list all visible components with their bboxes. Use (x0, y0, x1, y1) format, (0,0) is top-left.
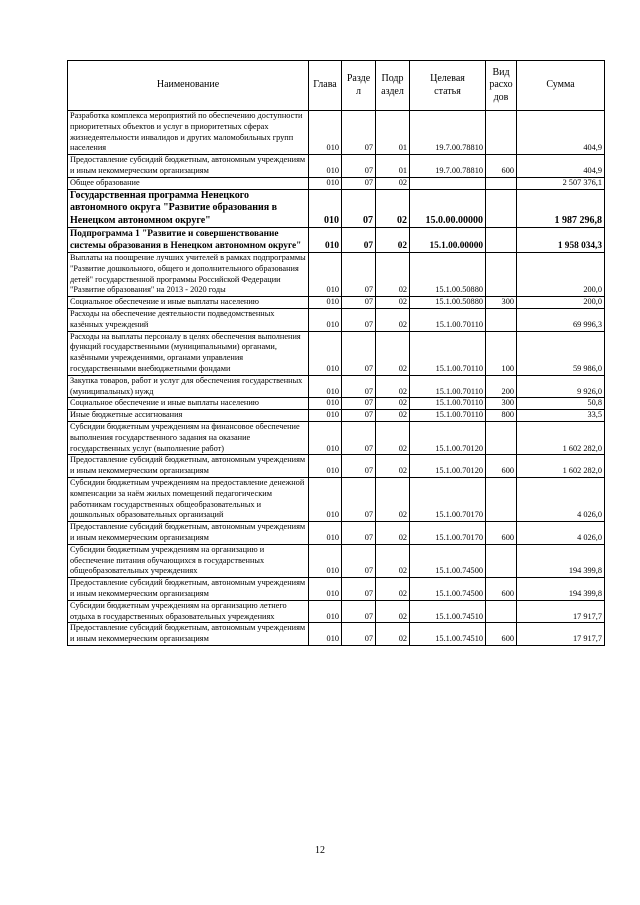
cell-razdel: 07 (342, 600, 376, 623)
cell-summa: 69 996,3 (517, 309, 605, 332)
cell-name: Предоставление субсидий бюджетным, автономным учреждениям и иным некоммерческим организациям (68, 522, 309, 545)
cell-summa: 404,9 (517, 155, 605, 178)
cell-glava: 010 (309, 478, 342, 522)
cell-glava: 010 (309, 228, 342, 253)
cell-podrazdel: 01 (376, 155, 410, 178)
cell-summa: 194 399,8 (517, 544, 605, 577)
cell-name: Подпрограмма 1 "Развитие и совершенствование системы образования в Ненецком автономном округе" (68, 228, 309, 253)
cell-razdel: 07 (342, 410, 376, 422)
cell-glava: 010 (309, 189, 342, 228)
cell-razdel: 07 (342, 375, 376, 398)
table-row (68, 111, 605, 155)
cell-vid (486, 253, 517, 297)
table-row (68, 309, 605, 332)
cell-podrazdel: 02 (376, 410, 410, 422)
cell-target: 15.0.00.00000 (410, 189, 486, 228)
table-row (68, 544, 605, 577)
header-summa: Сумма (517, 61, 605, 111)
table-row (68, 228, 605, 253)
cell-vid (486, 189, 517, 228)
cell-name: Предоставление субсидий бюджетным, автономным учреждениям и иным некоммерческим организациям (68, 623, 309, 646)
cell-podrazdel: 02 (376, 478, 410, 522)
cell-name: Социальное обеспечение и иные выплаты населению (68, 398, 309, 410)
cell-glava: 010 (309, 375, 342, 398)
header-vid: Вид расхо дов (486, 61, 517, 111)
cell-name: Субсидии бюджетным учреждениям на организацию и обеспечение питания обучающихся в государственных общеобразовательных учреждениях (68, 544, 309, 577)
cell-razdel: 07 (342, 155, 376, 178)
cell-podrazdel: 02 (376, 544, 410, 577)
cell-razdel: 07 (342, 455, 376, 478)
cell-podrazdel: 02 (376, 422, 410, 455)
cell-razdel: 07 (342, 398, 376, 410)
cell-podrazdel: 02 (376, 189, 410, 228)
cell-name: Расходы на обеспечение деятельности подведомственных казённых учреждений (68, 309, 309, 332)
table-header-row (68, 61, 605, 111)
cell-name: Субсидии бюджетным учреждениям на организацию летнего отдыха в государственных образовательных учреждениях (68, 600, 309, 623)
cell-name: Предоставление субсидий бюджетным, автономным учреждениям и иным некоммерческим организациям (68, 155, 309, 178)
cell-name: Выплаты на поощрение лучших учителей в рамках подпрограммы "Развитие дошкольного, общего и дополнительного образования детей" государственной программы Российской Федерации "Развитие образования" на 2013 - 2020 годы (68, 253, 309, 297)
cell-razdel: 07 (342, 189, 376, 228)
cell-podrazdel: 02 (376, 177, 410, 189)
cell-summa: 50,8 (517, 398, 605, 410)
cell-summa: 1 958 034,3 (517, 228, 605, 253)
cell-target: 15.1.00.70120 (410, 422, 486, 455)
cell-razdel: 07 (342, 297, 376, 309)
cell-name: Расходы на выплаты персоналу в целях обеспечения выполнения функций государственными (муниципальными) органами, казёнными учреждениями, органами управления государственными внебюджетными фондами (68, 331, 309, 375)
table-row (68, 422, 605, 455)
cell-target: 15.1.00.70110 (410, 398, 486, 410)
cell-summa: 1 602 282,0 (517, 422, 605, 455)
cell-razdel: 07 (342, 253, 376, 297)
table-row (68, 478, 605, 522)
cell-razdel: 07 (342, 544, 376, 577)
cell-summa: 4 026,0 (517, 478, 605, 522)
cell-target: 15.1.00.70110 (410, 375, 486, 398)
cell-vid (486, 309, 517, 332)
cell-vid (486, 177, 517, 189)
table-row (68, 623, 605, 646)
cell-glava: 010 (309, 544, 342, 577)
cell-target: 19.7.00.78810 (410, 111, 486, 155)
cell-vid (486, 600, 517, 623)
table-row (68, 189, 605, 228)
header-target: Целевая статья (410, 61, 486, 111)
cell-vid: 200 (486, 375, 517, 398)
cell-summa: 9 926,0 (517, 375, 605, 398)
cell-podrazdel: 02 (376, 309, 410, 332)
cell-target: 15.1.00.70110 (410, 331, 486, 375)
cell-vid: 600 (486, 578, 517, 601)
cell-target: 15.1.00.50880 (410, 297, 486, 309)
table-row (68, 410, 605, 422)
cell-podrazdel: 02 (376, 331, 410, 375)
cell-razdel: 07 (342, 578, 376, 601)
cell-summa: 17 917,7 (517, 600, 605, 623)
cell-summa: 1 602 282,0 (517, 455, 605, 478)
cell-vid: 800 (486, 410, 517, 422)
cell-razdel: 07 (342, 422, 376, 455)
cell-target: 15.1.00.50880 (410, 253, 486, 297)
header-name: Наименование (68, 61, 309, 111)
cell-name: Закупка товаров, работ и услуг для обеспечения государственных (муниципальных) нужд (68, 375, 309, 398)
table-row (68, 177, 605, 189)
cell-target: 15.1.00.70110 (410, 309, 486, 332)
cell-summa: 59 986,0 (517, 331, 605, 375)
cell-summa: 194 399,8 (517, 578, 605, 601)
cell-name: Социальное обеспечение и иные выплаты населению (68, 297, 309, 309)
budget-table (67, 60, 605, 646)
cell-summa: 17 917,7 (517, 623, 605, 646)
cell-glava: 010 (309, 600, 342, 623)
cell-name: Иные бюджетные ассигнования (68, 410, 309, 422)
cell-glava: 010 (309, 309, 342, 332)
cell-glava: 010 (309, 177, 342, 189)
table-row (68, 253, 605, 297)
table-row (68, 398, 605, 410)
cell-target: 15.1.00.70120 (410, 455, 486, 478)
cell-target: 15.1.00.70170 (410, 522, 486, 545)
cell-glava: 010 (309, 253, 342, 297)
table-row (68, 375, 605, 398)
page-number: 12 (315, 845, 325, 856)
cell-target: 15.1.00.70110 (410, 410, 486, 422)
header-podrazdel: Подр аздел (376, 61, 410, 111)
cell-glava: 010 (309, 422, 342, 455)
cell-target (410, 177, 486, 189)
cell-summa: 33,5 (517, 410, 605, 422)
cell-glava: 010 (309, 623, 342, 646)
cell-target: 19.7.00.78810 (410, 155, 486, 178)
cell-vid: 100 (486, 331, 517, 375)
cell-razdel: 07 (342, 111, 376, 155)
cell-name: Общее образование (68, 177, 309, 189)
cell-podrazdel: 01 (376, 111, 410, 155)
cell-razdel: 07 (342, 228, 376, 253)
cell-podrazdel: 02 (376, 297, 410, 309)
cell-vid: 600 (486, 155, 517, 178)
table-row (68, 331, 605, 375)
cell-glava: 010 (309, 331, 342, 375)
cell-vid (486, 544, 517, 577)
cell-glava: 010 (309, 297, 342, 309)
table-row (68, 522, 605, 545)
cell-name: Разработка комплекса мероприятий по обеспечению доступности приоритетных объектов и услуг в приоритетных сферах жизнедеятельности инвалидов и других маломобильных групп населения (68, 111, 309, 155)
cell-podrazdel: 02 (376, 578, 410, 601)
cell-vid: 300 (486, 398, 517, 410)
cell-glava: 010 (309, 398, 342, 410)
cell-summa: 2 507 376,1 (517, 177, 605, 189)
cell-razdel: 07 (342, 331, 376, 375)
cell-name: Предоставление субсидий бюджетным, автономным учреждениям и иным некоммерческим организациям (68, 455, 309, 478)
cell-razdel: 07 (342, 478, 376, 522)
table-row (68, 455, 605, 478)
cell-name: Предоставление субсидий бюджетным, автономным учреждениям и иным некоммерческим организациям (68, 578, 309, 601)
cell-summa: 200,0 (517, 297, 605, 309)
cell-razdel: 07 (342, 309, 376, 332)
header-razdel: Разде л (342, 61, 376, 111)
cell-podrazdel: 02 (376, 253, 410, 297)
cell-glava: 010 (309, 111, 342, 155)
cell-target: 15.1.00.74500 (410, 544, 486, 577)
cell-vid (486, 111, 517, 155)
cell-podrazdel: 02 (376, 522, 410, 545)
cell-glava: 010 (309, 578, 342, 601)
cell-summa: 404,9 (517, 111, 605, 155)
cell-target: 15.1.00.74510 (410, 623, 486, 646)
cell-vid: 600 (486, 522, 517, 545)
cell-vid (486, 478, 517, 522)
cell-name: Субсидии бюджетным учреждениям на финансовое обеспечение выполнения государственного задания на оказание государственных услуг (выполнение работ) (68, 422, 309, 455)
cell-podrazdel: 02 (376, 455, 410, 478)
cell-vid (486, 228, 517, 253)
cell-vid: 600 (486, 455, 517, 478)
table-body (68, 111, 605, 646)
cell-podrazdel: 02 (376, 228, 410, 253)
cell-name: Субсидии бюджетным учреждениям на предоставление денежной компенсации за наём жилых помещений педагогическим работникам государственных общеобразовательных и дошкольных образовательных организаций (68, 478, 309, 522)
cell-glava: 010 (309, 455, 342, 478)
cell-podrazdel: 02 (376, 623, 410, 646)
cell-name: Государственная программа Ненецкого автономного округа "Развитие образования в Ненецком автономном округе" (68, 189, 309, 228)
cell-target: 15.1.00.74500 (410, 578, 486, 601)
cell-vid: 300 (486, 297, 517, 309)
cell-target: 15.1.00.70170 (410, 478, 486, 522)
cell-razdel: 07 (342, 177, 376, 189)
header-glava: Глава (309, 61, 342, 111)
table-row (68, 578, 605, 601)
cell-glava: 010 (309, 155, 342, 178)
cell-glava: 010 (309, 410, 342, 422)
cell-target: 15.1.00.00000 (410, 228, 486, 253)
cell-vid (486, 422, 517, 455)
cell-summa: 1 987 296,8 (517, 189, 605, 228)
cell-target: 15.1.00.74510 (410, 600, 486, 623)
table-row (68, 155, 605, 178)
cell-summa: 4 026,0 (517, 522, 605, 545)
cell-vid: 600 (486, 623, 517, 646)
cell-podrazdel: 02 (376, 600, 410, 623)
cell-summa: 200,0 (517, 253, 605, 297)
cell-podrazdel: 02 (376, 375, 410, 398)
cell-podrazdel: 02 (376, 398, 410, 410)
table-row (68, 600, 605, 623)
cell-razdel: 07 (342, 623, 376, 646)
cell-glava: 010 (309, 522, 342, 545)
cell-razdel: 07 (342, 522, 376, 545)
table-row (68, 297, 605, 309)
